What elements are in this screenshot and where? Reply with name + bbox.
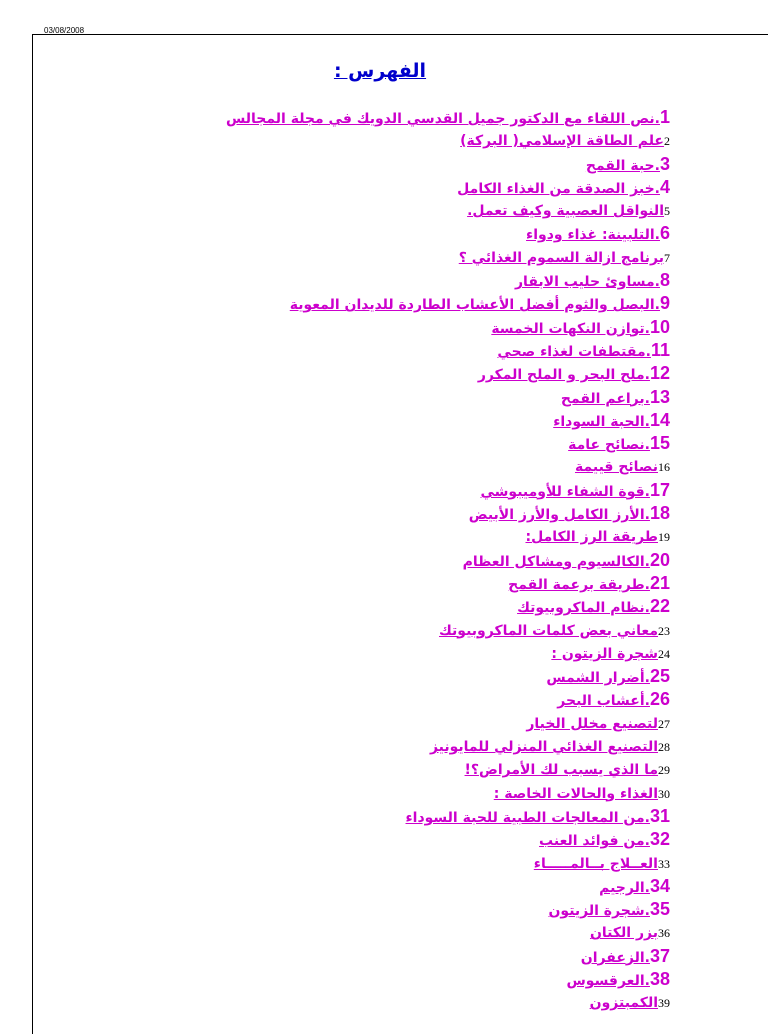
toc-item-number: 33 xyxy=(658,856,670,871)
toc-item-number: 34 xyxy=(649,875,670,896)
toc-item xyxy=(110,688,670,711)
toc-item-link[interactable]: لتصنيع مخلل الخيار xyxy=(526,715,658,732)
toc-item xyxy=(110,525,670,548)
toc-item xyxy=(110,782,670,805)
toc-item-link[interactable]: .أعشاب البحر xyxy=(557,693,650,710)
toc-item-number: 1 xyxy=(659,107,670,127)
toc-item-link[interactable]: .نص اللقاء مع الدكتور جميل القدسي الدويك في مجلة المجالس xyxy=(226,111,660,127)
toc-item-link[interactable]: معاني بعض كلمات الماكروبيوتك xyxy=(439,622,658,639)
toc-item-link[interactable]: شجرة الزيتون : xyxy=(551,645,658,662)
toc-item-link[interactable]: .نصائح عامة xyxy=(568,437,650,454)
toc-item xyxy=(110,549,670,572)
toc-item xyxy=(110,758,670,781)
page-title: الفهرس : xyxy=(333,60,427,82)
toc-item xyxy=(110,386,670,409)
toc-item xyxy=(110,106,670,129)
toc-item xyxy=(110,991,670,1014)
toc-item-link[interactable]: .نظام الماكروبيوتك xyxy=(517,600,650,617)
toc-item xyxy=(110,642,670,665)
toc-item xyxy=(110,898,670,921)
toc-item-number: 19 xyxy=(658,530,670,545)
toc-item xyxy=(110,176,670,199)
toc-item xyxy=(110,945,670,968)
toc-item-number: 36 xyxy=(658,926,670,941)
toc-item-link[interactable]: بزر الكتان xyxy=(589,925,658,942)
toc-item-link[interactable]: نصائح قييمة xyxy=(574,459,658,476)
toc-item-link[interactable]: علم الطاقة الإسلامي( البركة) xyxy=(460,133,664,150)
toc-item-link[interactable]: .مقتطفات لغذاء صحي xyxy=(497,343,651,360)
toc-item-number: 35 xyxy=(649,899,670,920)
toc-item-link[interactable]: ما الذي يسبب لك الأمراض؟! xyxy=(464,762,658,779)
document-date: 03/08/2008 xyxy=(44,26,85,35)
toc-item xyxy=(110,222,670,245)
toc-item-link[interactable]: .أضرار الشمس xyxy=(546,670,650,687)
toc-item xyxy=(110,852,670,875)
toc-item-link[interactable]: .الكالسيوم ومشاكل العظام xyxy=(462,553,650,570)
toc-item-link[interactable]: العــلاج بــالمـــــاء xyxy=(533,855,658,872)
table-of-contents xyxy=(110,106,670,1015)
toc-item-link[interactable]: الغذاء والحالات الخاصة : xyxy=(493,785,658,802)
toc-item-link[interactable]: .الرجيم xyxy=(599,879,650,896)
toc-item xyxy=(110,409,670,432)
toc-item xyxy=(110,712,670,735)
toc-item-number: 25 xyxy=(649,666,670,687)
toc-item-link[interactable]: .طريقة برعمة القمح xyxy=(508,576,650,593)
toc-item-number: 37 xyxy=(649,945,670,966)
toc-item xyxy=(110,875,670,898)
toc-item xyxy=(110,619,670,642)
toc-item-number: 17 xyxy=(649,479,670,500)
toc-item-number: 28 xyxy=(658,740,670,755)
toc-item-number: 39 xyxy=(658,996,670,1011)
toc-item-number: 38 xyxy=(649,968,670,989)
toc-item-number: 20 xyxy=(649,549,670,570)
toc-item-number: 8 xyxy=(659,270,670,291)
toc-item-link[interactable]: .من المعالجات الطبية للحبة السوداء xyxy=(405,809,650,826)
toc-item-number: 11 xyxy=(650,339,670,360)
toc-item-link[interactable]: .حبة القمح xyxy=(585,157,660,174)
toc-item xyxy=(110,735,670,758)
toc-item-number: 22 xyxy=(649,596,670,617)
toc-item-link[interactable]: .الحبة السوداء xyxy=(553,413,650,430)
toc-item-link[interactable]: .خبز الصدقة من الغذاء الكامل xyxy=(457,180,660,197)
toc-item-link[interactable]: .الأرز الكامل والأرز الأبيض xyxy=(468,507,650,524)
toc-item-number: 7 xyxy=(664,250,670,265)
toc-item-number: 3 xyxy=(659,153,670,174)
toc-item xyxy=(110,292,670,315)
toc-item-number: 10 xyxy=(649,316,670,337)
toc-item-number: 26 xyxy=(649,689,670,710)
toc-item-number: 29 xyxy=(658,763,670,778)
toc-item-link[interactable]: النواقل العصبية وكيف تعمل. xyxy=(467,203,664,220)
toc-item-number: 32 xyxy=(649,829,670,850)
toc-item-link[interactable]: الكمبتزون xyxy=(589,995,658,1012)
toc-item xyxy=(110,921,670,944)
toc-item xyxy=(110,665,670,688)
toc-item-link[interactable]: .مساوئ حليب الابقار xyxy=(515,274,660,291)
toc-item-number: 2 xyxy=(664,134,670,149)
toc-item-number: 24 xyxy=(658,646,670,661)
toc-item-number: 27 xyxy=(658,716,670,731)
toc-item-number: 16 xyxy=(658,460,670,475)
toc-item xyxy=(110,246,670,269)
toc-item xyxy=(110,199,670,222)
toc-item xyxy=(110,595,670,618)
toc-item-link[interactable]: برنامج ازالة السموم الغذائي ؟ xyxy=(458,249,664,266)
toc-item xyxy=(110,479,670,502)
toc-item-link[interactable]: .شجرة الزيتون xyxy=(548,903,650,920)
toc-item-number: 30 xyxy=(658,786,670,801)
toc-item-number: 12 xyxy=(649,363,670,384)
toc-item-link[interactable]: .توازن النكهات الخمسة xyxy=(491,320,650,337)
toc-item-link[interactable]: .التلبينة: غذاء ودواء xyxy=(526,227,660,244)
toc-item xyxy=(110,805,670,828)
toc-item-number: 4 xyxy=(659,176,670,197)
toc-item-link[interactable]: .قوة الشفاء للأوميبوشي xyxy=(480,483,650,500)
toc-item-number: 9 xyxy=(659,293,670,314)
toc-item xyxy=(110,362,670,385)
toc-item xyxy=(110,572,670,595)
toc-item-link[interactable]: طريقة الرز الكامل: xyxy=(525,529,658,546)
toc-item-link[interactable]: .ملح البحر و الملح المكرر xyxy=(477,367,650,384)
toc-item-link[interactable]: .الزعفران xyxy=(580,949,650,966)
toc-item-link[interactable]: .براعم القمح xyxy=(560,390,650,407)
toc-item xyxy=(110,828,670,851)
toc-item xyxy=(110,502,670,525)
toc-item-number: 6 xyxy=(659,223,670,244)
toc-item-link[interactable]: .البصل والثوم أفضل الأعشاب الطاردة للديدان المعوية xyxy=(289,297,660,314)
toc-item-number: 31 xyxy=(649,805,670,826)
toc-item xyxy=(110,153,670,176)
toc-item-number: 15 xyxy=(649,433,670,454)
toc-item-link[interactable]: التصنيع الغذائي المنزلي للمايونيز xyxy=(429,739,658,756)
toc-item-number: 23 xyxy=(658,623,670,638)
toc-item xyxy=(110,339,670,362)
toc-item xyxy=(110,316,670,339)
toc-item xyxy=(110,129,670,152)
toc-item xyxy=(110,432,670,455)
toc-item-number: 21 xyxy=(649,572,670,593)
toc-item-number: 5 xyxy=(664,204,670,219)
toc-item xyxy=(110,455,670,478)
toc-item-link[interactable]: .العرقسوس xyxy=(566,972,650,989)
toc-item-link[interactable]: .من فوائد العنب xyxy=(539,833,650,850)
toc-item xyxy=(110,968,670,991)
toc-item-number: 18 xyxy=(649,503,670,524)
toc-item-number: 14 xyxy=(649,409,670,430)
toc-item-number: 13 xyxy=(649,386,670,407)
toc-item xyxy=(110,269,670,292)
